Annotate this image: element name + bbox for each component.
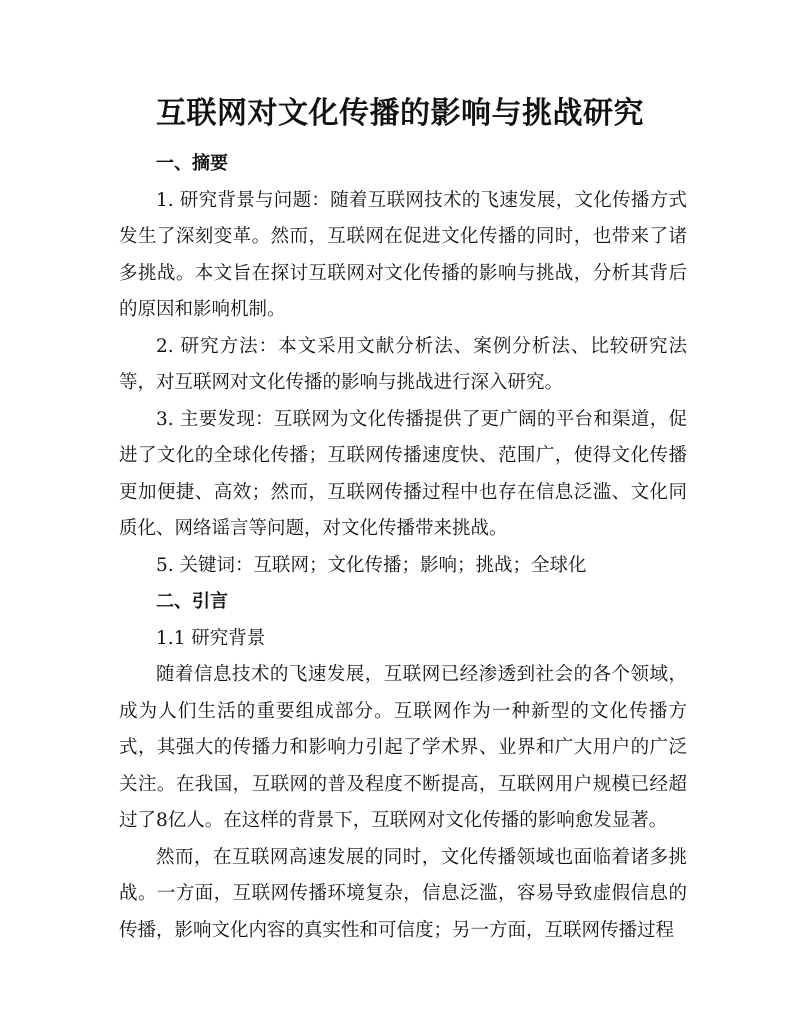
section-heading-abstract: 一、摘要 xyxy=(156,153,228,174)
document-body xyxy=(119,146,687,949)
introduction-paragraph: 然而，在互联网高速发展的同时，文化传播领域也面临着诸多挑战。一方面，互联网传播环境复杂，信息泛滥，容易导致虚假信息的传播，影响文化内容的真实性和可信度；另一方面，互联网传播过程 xyxy=(119,846,687,941)
subsection-heading-background: 1.1 研究背景 xyxy=(156,627,266,649)
abstract-paragraph: 3. 主要发现：互联网为文化传播提供了更广阔的平台和渠道，促进了文化的全球化传播；互联网传播速度快、范围广，使得文化传播更加便捷、高效；然而，互联网传播过程中也存在信息泛滥、文化同质化、网络谣言等问题，对文化传播带来挑战。 xyxy=(119,408,687,539)
abstract-paragraph: 2. 研究方法：本文采用文献分析法、案例分析法、比较研究法等，对互联网对文化传播的影响与挑战进行深入研究。 xyxy=(119,335,687,393)
introduction-paragraph: 随着信息技术的飞速发展，互联网已经渗透到社会的各个领域，成为人们生活的重要组成部分。互联网作为一种新型的文化传播方式，其强大的传播力和影响力引起了学术界、业界和广大用户的广泛关注。在我国，互联网的普及程度不断提高，互联网用户规模已经超过了8亿人。在这样的背景下，互联网对文化传播的影响愈发显著。 xyxy=(119,664,687,831)
section-heading-introduction: 二、引言 xyxy=(156,591,228,612)
document-title: 互联网对文化传播的影响与挑战研究 xyxy=(156,96,644,131)
abstract-paragraph: 1. 研究背景与问题：随着互联网技术的飞速发展，文化传播方式发生了深刻变革。然而，互联网在促进文化传播的同时，也带来了诸多挑战。本文旨在探讨互联网对文化传播的影响与挑战，分析其背后的原因和影响机制。 xyxy=(119,189,687,320)
keywords-paragraph: 5. 关键词：互联网；文化传播；影响；挑战；全球化 xyxy=(156,554,587,576)
